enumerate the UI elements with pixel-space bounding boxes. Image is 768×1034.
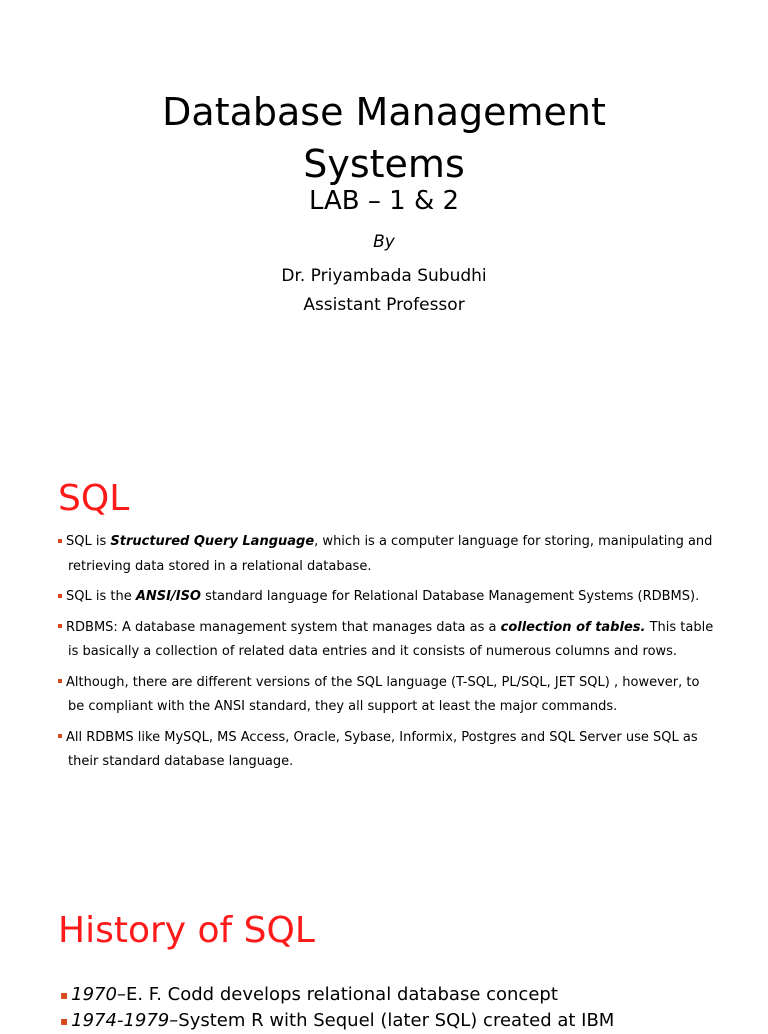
- sql-slide-title: SQL: [58, 478, 130, 519]
- bullet-text: RDBMS: A database management system that manages data as a: [66, 619, 501, 635]
- list-item: [58, 671, 718, 720]
- presentation-title: [0, 86, 768, 190]
- list-item: [58, 530, 718, 579]
- history-year: 1970: [71, 984, 117, 1005]
- history-year: 1974-1979: [71, 1010, 170, 1031]
- square-bullet-icon: [58, 624, 62, 628]
- sql-bullet-list: [58, 530, 718, 781]
- title-line-2: Systems: [303, 142, 465, 186]
- bullet-text: , which is a computer language for storing, manipulating and retrieving data stored in a relational database.: [68, 534, 713, 574]
- bullet-text: Although, there are different versions of the SQL language (T-SQL, PL/SQL, JET SQL) , however, to be compliant with the ANSI standard, they all support at least the major commands.: [66, 674, 700, 714]
- bullet-text: SQL is: [66, 534, 111, 549]
- author-name: Dr. Priyambada Subudhi: [281, 266, 487, 286]
- bullet-text: SQL is the: [66, 589, 136, 604]
- lab-subtitle: LAB – 1 & 2: [308, 186, 460, 216]
- history-text: –System R with Sequel (later SQL) created at IBM: [169, 1010, 615, 1031]
- square-bullet-icon: [58, 734, 62, 738]
- bullet-emphasis: collection of tables.: [500, 619, 646, 635]
- history-list: [60, 982, 740, 1034]
- list-item: [58, 726, 718, 775]
- square-bullet-icon: [58, 679, 62, 683]
- history-slide-title: History of SQL: [58, 910, 315, 951]
- bullet-icon: ▪: [60, 1014, 69, 1028]
- author-role: Assistant Professor: [303, 295, 465, 315]
- list-item: [60, 1008, 740, 1034]
- title-slide: [0, 0, 768, 440]
- list-item: [58, 616, 718, 665]
- bullet-emphasis: ANSI/ISO: [135, 589, 201, 604]
- history-text: –E. F. Codd develops relational database concept: [116, 984, 558, 1005]
- bullet-text: standard language for Relational Database Management Systems (RDBMS).: [200, 589, 700, 604]
- bullet-emphasis: Structured Query Language: [110, 534, 315, 549]
- square-bullet-icon: [58, 539, 62, 543]
- author-block: [0, 262, 768, 320]
- title-line-1: Database Management: [162, 90, 606, 134]
- list-item: [60, 982, 740, 1008]
- bullet-text: This table is basically a collection of related data entries and it consists of numerous columns and rows.: [68, 619, 714, 659]
- list-item: [58, 585, 718, 610]
- by-label: By: [373, 232, 395, 252]
- bullet-icon: ▪: [60, 988, 69, 1002]
- square-bullet-icon: [58, 594, 62, 598]
- bullet-text: All RDBMS like MySQL, MS Access, Oracle, Sybase, Informix, Postgres and SQL Server use SQL as their standard database language.: [66, 729, 698, 769]
